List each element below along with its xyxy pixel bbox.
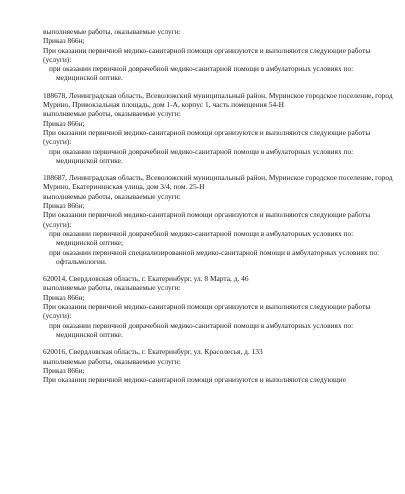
service-item: медицинской оптике.: [56, 329, 123, 339]
care-condition: при оказании первичной специализированной медико-санитарной помощи в амбулаторных условиях по:: [49, 247, 380, 257]
works-intro: При оказании первичной медико-санитарной помощи организуются и выполняются следующие работы (услуги):: [43, 127, 371, 147]
works-intro: При оказании первичной медико-санитарной помощи организуются и выполняются следующие: [43, 375, 346, 385]
care-condition: при оказании первичной доврачебной медико-санитарной помощи в амбулаторных условиях по:: [49, 146, 354, 156]
services-heading: выполняемые работы, оказываемые услуги:: [43, 356, 181, 366]
license-entry: [43, 274, 395, 339]
address: 188687, Ленинградская область, Всеволожский муниципальный район, Муринское городское поселение, город Мурино, Екатерининская улица, дом 3/4, пом. 25-Н: [43, 173, 393, 192]
license-entry: [43, 173, 395, 266]
order-reference: Приказ 866н;: [43, 365, 85, 375]
services-heading: выполняемые работы, оказываемые услуги:: [43, 109, 181, 119]
service-item: медицинской оптике.: [56, 73, 123, 83]
license-entry: [43, 91, 395, 165]
address: 620016, Свердловская область, г. Екатеринбург, ул. Красолесья, д. 133: [43, 347, 263, 357]
order-reference: Приказ 866н;: [43, 201, 85, 211]
license-entry: [43, 347, 395, 384]
care-condition: при оказании первичной доврачебной медико-санитарной помощи в амбулаторных условиях по:: [49, 228, 354, 238]
order-reference: Приказ 866н;: [43, 36, 85, 46]
address: 188678, Ленинградская область, Всеволожский муниципальный район, Муринское городское поселение, город Мурино, Привокзальная площадь, дом 1-А, корпус 1, часть помещения 54-Н: [43, 90, 393, 110]
service-item: медицинской оптике.: [56, 155, 123, 165]
works-intro: При оказании первичной медико-санитарной помощи организуются и выполняются следующие работы (услуги):: [43, 210, 371, 229]
care-condition: при оказании первичной доврачебной медико-санитарной помощи в амбулаторных условиях по:: [49, 320, 354, 330]
service-item: медицинской оптике;: [56, 238, 124, 248]
services-heading: выполняемые работы, оказываемые услуги:: [43, 27, 181, 36]
care-condition: при оказании первичной доврачебной медико-санитарной помощи в амбулаторных условиях по:: [49, 64, 354, 74]
works-intro: При оказании первичной медико-санитарной помощи организуются и выполняются следующие работы (услуги):: [43, 302, 371, 321]
license-entry: [43, 27, 395, 83]
order-reference: Приказ 866н;: [43, 118, 85, 128]
services-heading: выполняемые работы, оказываемые услуги:: [43, 283, 181, 293]
address: 620014, Свердловская область, г. Екатеринбург, ул. 8 Марта, д. 46: [43, 274, 249, 284]
document-page: [43, 27, 395, 384]
order-reference: Приказ 866н;: [43, 292, 85, 302]
services-heading: выполняемые работы, оказываемые услуги:: [43, 191, 181, 201]
service-item: офтальмологии.: [56, 256, 107, 266]
works-intro: При оказании первичной медико-санитарной помощи организуются и выполняются следующие работы (услуги):: [43, 45, 371, 64]
